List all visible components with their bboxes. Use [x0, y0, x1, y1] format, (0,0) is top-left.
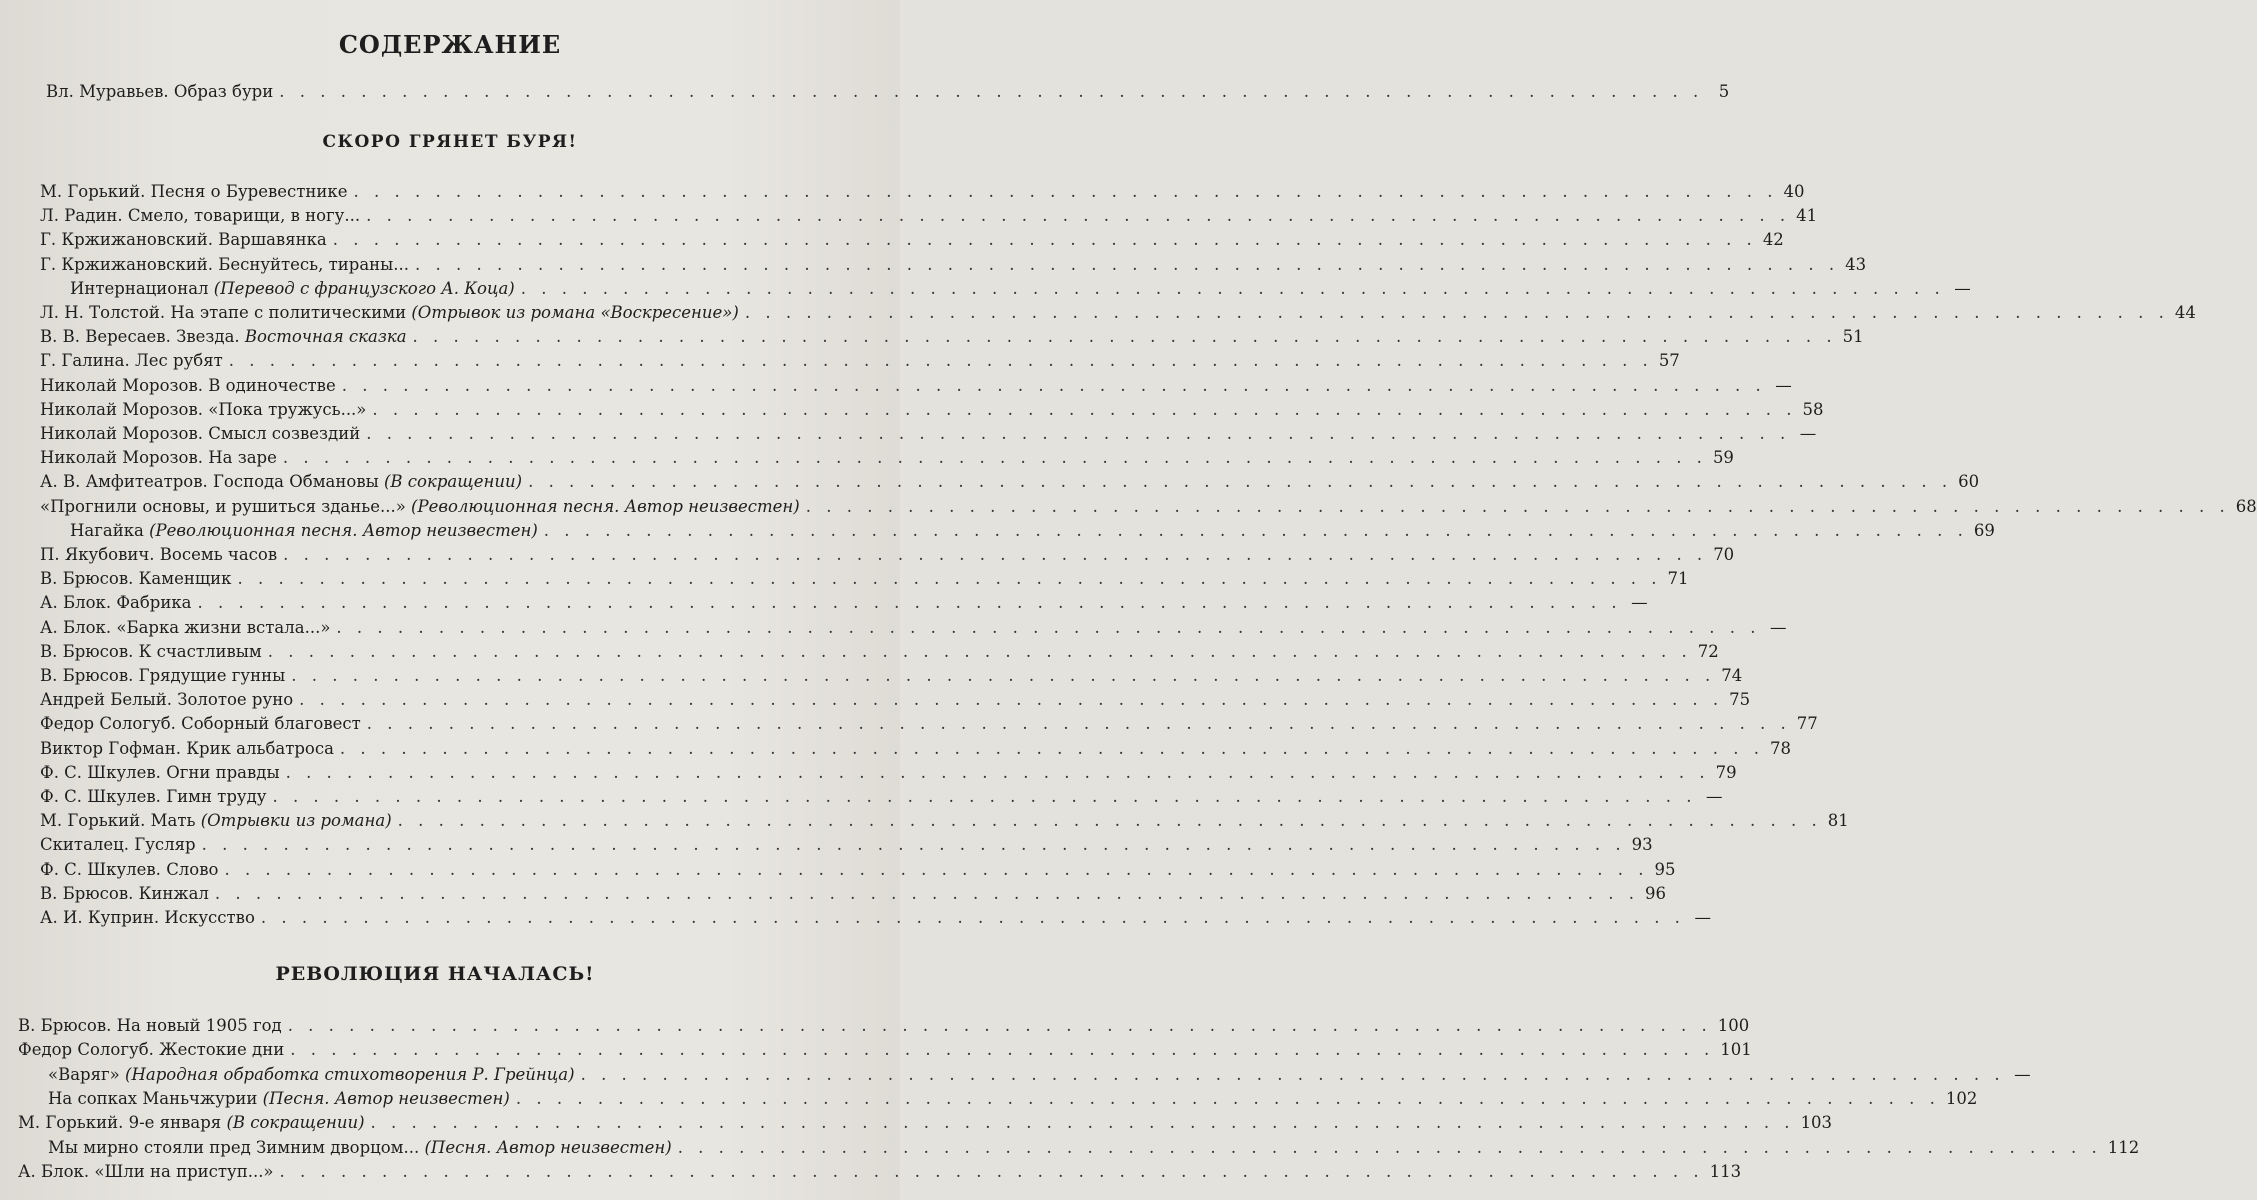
leader-dots: . . . . . . . . . . . . . . . . . . . . . . . . . . . . . . . . . . . . . . . . . . . . . . . . . . . . . . . . . . . . . . . . . . . . . .: [397, 811, 1822, 831]
entry-text: [18, 1016, 282, 1036]
entry-author: Николай Морозов.: [40, 424, 203, 443]
entry-text: [40, 376, 336, 396]
leader-dots: . . . . . . . . . . . . . . . . . . . . . . . . . . . . . . . . . . . . . . . . . . . . . . . . . . . . . . . . . . . . . . . . . . . . . .: [528, 472, 1953, 492]
entry-page-number: 69: [1973, 520, 1995, 540]
leader-dots: . . . . . . . . . . . . . . . . . . . . . . . . . . . . . . . . . . . . . . . . . . . . . . . . . . . . . . . . . . . . . . . . . . . . . .: [287, 1016, 1712, 1035]
entry-page-number: —: [1775, 375, 1792, 395]
entry-title: «Варяг»: [48, 1064, 120, 1084]
leader-dots: . . . . . . . . . . . . . . . . . . . . . . . . . . . . . . . . . . . . . . . . . . . . . . . . . . . . . . . . . . . . . . . . . . . . . .: [285, 762, 1710, 782]
entry-author: Николай Морозов.: [40, 375, 203, 395]
entry-title: Смело, товарищи, в ногу...: [127, 206, 361, 226]
leader-dots: . . . . . . . . . . . . . . . . . . . . . . . . . . . . . . . . . . . . . . . . . . . . . . . . . . . . . . . . . . . . . . . . . . . . . .: [366, 206, 1791, 226]
entry-text: [40, 303, 739, 323]
entry-note: Восточная сказка: [244, 327, 407, 347]
entry-text: [40, 884, 209, 904]
entry-title: Жестокие дни: [159, 1040, 285, 1060]
leader-dots: . . . . . . . . . . . . . . . . . . . . . . . . . . . . . . . . . . . . . . . . . . . . . . . . . . . . . . . . . . . . . . . . . . . . . .: [260, 908, 1685, 927]
entry-text: [18, 1162, 274, 1182]
entry-text: [40, 908, 255, 928]
toc-entry: [40, 787, 1723, 807]
entry-title: На сопках Маньчжурии: [48, 1088, 258, 1108]
toc-entry: [40, 908, 1711, 928]
toc-entry: [40, 762, 1737, 783]
toc-entry: [40, 254, 1867, 275]
entry-note: (Отрывок из романа «Воскресение»): [411, 303, 739, 322]
entry-author: Ф. С. Шкулев.: [40, 859, 161, 879]
toc-entry: [40, 182, 1805, 202]
entry-author: А. Блок.: [40, 593, 112, 613]
entry-author: М. Горький.: [40, 182, 146, 201]
entry-text: [40, 690, 293, 710]
leader-dots: . . . . . . . . . . . . . . . . . . . . . . . . . . . . . . . . . . . . . . . . . . . . . . . . . . . . . . . . . . . . . . . . . . . . . .: [366, 424, 1791, 443]
toc-entry: [70, 278, 1971, 299]
entry-text: [40, 424, 360, 444]
leader-dots: . . . . . . . . . . . . . . . . . . . . . . . . . . . . . . . . . . . . . . . . . . . . . . . . . . . . . . . . . . . . . . . . . . . . . .: [805, 496, 2230, 516]
leader-dots: . . . . . . . . . . . . . . . . . . . . . . . . . . . . . . . . . . . . . . . . . . . . . . . . . . . . . . . . . . . . . . . . . . . . . .: [744, 303, 2169, 322]
toc-entry: [40, 569, 1689, 589]
entry-text: [40, 206, 360, 226]
entry-author: Г. Кржижановский.: [40, 254, 213, 274]
entry-author: Г. Кржижановский.: [40, 230, 213, 250]
toc-entry: [48, 1064, 2031, 1085]
leader-dots: . . . . . . . . . . . . . . . . . . . . . . . . . . . . . . . . . . . . . . . . . . . . . . . . . . . . . . . . . . . . . . . . . . . . . .: [197, 593, 1622, 613]
leader-dots: . . . . . . . . . . . . . . . . . . . . . . . . . . . . . . . . . . . . . . . . . . . . . . . . . . . . . . . . . . . . . . . . . . . . . .: [332, 230, 1757, 250]
entry-page-number: 43: [1845, 254, 1867, 274]
entry-title: На этапе с политическими: [170, 303, 407, 322]
entry-page-number: 112: [2107, 1137, 2140, 1157]
entry-author: Г. Галина.: [40, 351, 130, 371]
leader-dots: . . . . . . . . . . . . . . . . . . . . . . . . . . . . . . . . . . . . . . . . . . . . . . . . . . . . . . . . . . . . . . . . . . . . . .: [520, 278, 1945, 298]
entry-title: Крик альбатроса: [186, 738, 334, 758]
toc-entry: [40, 883, 1666, 904]
entry-title: Лес рубят: [135, 351, 223, 371]
leader-dots: . . . . . . . . . . . . . . . . . . . . . . . . . . . . . . . . . . . . . . . . . . . . . . . . . . . . . . . . . . . . . . . . . . . . . .: [370, 1113, 1795, 1133]
entry-page-number: 74: [1721, 666, 1743, 685]
leader-dots: . . . . . . . . . . . . . . . . . . . . . . . . . . . . . . . . . . . . . . . . . . . . . . . . . . . . . . . . . . . . . . . . . . . . . .: [412, 327, 1837, 347]
entry-text: [40, 472, 522, 492]
toc-entry: [40, 811, 1849, 831]
leader-dots: . . . . . . . . . . . . . . . . . . . . . . . . . . . . . . . . . . . . . . . . . . . . . . . . . . . . . . . . . . . . . . . . . . . . . .: [415, 254, 1840, 274]
entry-text: [70, 279, 515, 299]
entry-author: Ф. С. Шкулев.: [40, 762, 161, 782]
toc-entry: [40, 399, 1824, 420]
leader-dots: . . . . . . . . . . . . . . . . . . . . . . . . . . . . . . . . . . . . . . . . . . . . . . . . . . . . . . . . . . . . . . . . . . . . . .: [543, 520, 1968, 540]
toc-entry: [40, 327, 1864, 347]
entry-page-number: 70: [1713, 545, 1735, 564]
entry-title: Огни правды: [166, 762, 280, 782]
entry-title: Звезда.: [176, 327, 240, 347]
toc-entry: [40, 206, 1818, 226]
entry-text: [40, 787, 266, 807]
leader-dots: . . . . . . . . . . . . . . . . . . . . . . . . . . . . . . . . . . . . . . . . . . . . . . . . . . . . . . . . . . . . . . . . . . . . . .: [290, 1040, 1715, 1060]
entry-author: В. В. Вересаев.: [40, 327, 171, 347]
toc-entry: [48, 1088, 1978, 1109]
entry-author: Федор Сологуб.: [18, 1040, 154, 1060]
entry-author: В. Брюсов.: [40, 641, 134, 661]
entry-page-number: 81: [1827, 811, 1849, 831]
entry-text: [40, 545, 277, 565]
entry-title: Мы мирно стояли пред Зимним дворцом...: [48, 1137, 420, 1157]
entry-title: Образ бури: [173, 82, 274, 101]
leader-dots: . . . . . . . . . . . . . . . . . . . . . . . . . . . . . . . . . . . . . . . . . . . . . . . . . . . . . . . . . . . . . . . . . . . . . .: [580, 1064, 2005, 1084]
entry-title: Восемь часов: [159, 545, 278, 564]
leader-dots: . . . . . . . . . . . . . . . . . . . . . . . . . . . . . . . . . . . . . . . . . . . . . . . . . . . . . . . . . . . . . . . . . . . . . .: [224, 859, 1649, 879]
entry-text: [40, 593, 192, 613]
leader-dots: . . . . . . . . . . . . . . . . . . . . . . . . . . . . . . . . . . . . . . . . . . . . . . . . . . . . . . . . . . . . . . . . . . . . . .: [339, 738, 1764, 758]
entry-page-number: 103: [1800, 1113, 1833, 1133]
entry-page-number: —: [1694, 908, 1711, 927]
entry-page-number: 72: [1697, 641, 1719, 661]
entry-title: Соборный благовест: [181, 714, 361, 734]
leader-dots: . . . . . . . . . . . . . . . . . . . . . . . . . . . . . . . . . . . . . . . . . . . . . . . . . . . . . . . . . . . . . . . . . . . . . .: [272, 787, 1697, 806]
entry-author: А. Блок.: [18, 1161, 90, 1181]
entry-page-number: 58: [1802, 399, 1824, 419]
leader-dots: . . . . . . . . . . . . . . . . . . . . . . . . . . . . . . . . . . . . . . . . . . . . . . . . . . . . . . . . . . . . . . . . . . . . . .: [279, 82, 1704, 101]
toc-entry: [40, 690, 1751, 710]
entry-title: Искусство: [164, 908, 255, 927]
entry-text: [40, 327, 407, 347]
entry-author: Вл. Муравьев.: [46, 82, 169, 101]
toc-entry: [18, 1161, 1742, 1182]
entry-text: [40, 400, 366, 420]
entry-author: В. Брюсов.: [40, 666, 134, 685]
entry-author: В. Брюсов.: [18, 1016, 112, 1035]
entry-author: Федор Сологуб.: [40, 714, 176, 734]
entry-page-number: 57: [1658, 351, 1680, 371]
entry-page-number: 113: [1709, 1161, 1742, 1181]
entry-page-number: 68: [2235, 496, 2257, 516]
entry-author: А. В. Амфитеатров.: [40, 472, 208, 492]
entry-page-number: 71: [1667, 569, 1689, 589]
entry-page-number: 101: [1720, 1040, 1752, 1060]
leader-dots: . . . . . . . . . . . . . . . . . . . . . . . . . . . . . . . . . . . . . . . . . . . . . . . . . . . . . . . . . . . . . . . . . . . . . .: [237, 569, 1662, 589]
entry-title: К счастливым: [138, 641, 262, 661]
entry-author: Л. Н. Толстой.: [40, 303, 166, 322]
leader-dots: . . . . . . . . . . . . . . . . . . . . . . . . . . . . . . . . . . . . . . . . . . . . . . . . . . . . . . . . . . . . . . . . . . . . . .: [279, 1161, 1704, 1181]
entry-page-number: 41: [1796, 206, 1818, 226]
entry-page-number: 77: [1796, 714, 1818, 734]
entry-page-number: 79: [1715, 762, 1737, 782]
entry-text: [40, 763, 280, 783]
entry-page-number: 93: [1631, 835, 1653, 855]
leader-dots: . . . . . . . . . . . . . . . . . . . . . . . . . . . . . . . . . . . . . . . . . . . . . . . . . . . . . . . . . . . . . . . . . . . . . .: [515, 1088, 1940, 1108]
entry-title: «Барка жизни встала...»: [116, 617, 331, 637]
entry-title: 9-е января: [128, 1113, 222, 1133]
entry-page-number: —: [1799, 424, 1817, 443]
leader-dots: . . . . . . . . . . . . . . . . . . . . . . . . . . . . . . . . . . . . . . . . . . . . . . . . . . . . . . . . . . . . . . . . . . . . . .: [372, 399, 1797, 419]
toc-entry: [40, 617, 1787, 638]
leader-dots: . . . . . . . . . . . . . . . . . . . . . . . . . . . . . . . . . . . . . . . . . . . . . . . . . . . . . . . . . . . . . . . . . . . . . .: [353, 182, 1778, 201]
entry-page-number: —: [2014, 1064, 2031, 1084]
entry-title: Смысл созвездий: [208, 424, 361, 443]
toc-entry: [40, 714, 1818, 734]
leader-dots: . . . . . . . . . . . . . . . . . . . . . . . . . . . . . . . . . . . . . . . . . . . . . . . . . . . . . . . . . . . . . . . . . . . . . .: [201, 835, 1626, 855]
toc-entry: [40, 472, 1980, 492]
entry-note: (Перевод с французского А. Коца): [213, 278, 515, 298]
entry-note: (Революционная песня. Автор неизвестен): [149, 520, 538, 540]
entry-text: [40, 666, 285, 686]
entry-note: (Песня. Автор неизвестен): [262, 1088, 510, 1108]
entry-author: Ф. С. Шкулев.: [40, 787, 161, 806]
entry-title: Нагайка: [70, 520, 144, 540]
leader-dots: . . . . . . . . . . . . . . . . . . . . . . . . . . . . . . . . . . . . . . . . . . . . . . . . . . . . . . . . . . . . . . . . . . . . . .: [267, 641, 1692, 661]
toc-entry: [40, 230, 1784, 250]
entry-author: П. Якубович.: [40, 545, 155, 564]
toc-entry-intro: [46, 82, 1730, 102]
toc-entry: [40, 545, 1735, 565]
leader-dots: . . . . . . . . . . . . . . . . . . . . . . . . . . . . . . . . . . . . . . . . . . . . . . . . . . . . . . . . . . . . . . . . . . . . . .: [228, 351, 1653, 371]
toc-entry: [40, 666, 1743, 686]
entry-note: (Отрывки из романа): [200, 811, 392, 831]
entry-page-number: 59: [1712, 448, 1734, 468]
toc-entry: [70, 520, 1995, 541]
entry-text: [40, 618, 330, 638]
leader-dots: . . . . . . . . . . . . . . . . . . . . . . . . . . . . . . . . . . . . . . . . . . . . . . . . . . . . . . . . . . . . . . . . . . . . . .: [299, 690, 1724, 710]
entry-note: (В сокращении): [384, 472, 523, 492]
entry-text: [40, 642, 262, 662]
entry-title: На заре: [208, 448, 277, 468]
toc-entry: [18, 1040, 1752, 1060]
entry-text: [40, 351, 223, 371]
entry-page-number: 40: [1783, 182, 1805, 201]
toc-entry: [40, 424, 1817, 444]
entry-text: [46, 82, 273, 102]
entry-text: [18, 1113, 365, 1133]
entry-title: Беснуйтесь, тираны...: [218, 254, 410, 274]
entry-title: Золотое руно: [177, 690, 294, 710]
toc-entry: [40, 641, 1719, 662]
entry-page-number: —: [1631, 593, 1648, 613]
entry-page-number: 95: [1654, 859, 1676, 879]
toc-entry: [40, 593, 1648, 613]
page-title: СОДЕРЖАНИЕ: [338, 30, 562, 59]
entry-page-number: 78: [1769, 738, 1791, 758]
toc-entry: [40, 859, 1676, 880]
toc-entry: [18, 1113, 1833, 1133]
leader-dots: . . . . . . . . . . . . . . . . . . . . . . . . . . . . . . . . . . . . . . . . . . . . . . . . . . . . . . . . . . . . . . . . . . . . . .: [291, 666, 1716, 685]
entry-title: Фабрика: [116, 593, 192, 613]
entry-text: [40, 448, 277, 468]
entry-page-number: —: [1769, 617, 1787, 637]
section-heading-2: РЕВОЛЮЦИЯ НАЧАЛАСЬ!: [275, 963, 595, 985]
entry-text: [40, 739, 334, 759]
toc-entry: [40, 448, 1734, 468]
entry-author: М. Горький.: [18, 1113, 124, 1133]
entry-title: «Пока тружусь...»: [208, 399, 367, 419]
entry-title: «Прогнили основы, и рушиться зданье...»: [40, 496, 406, 516]
toc-entry: [18, 1016, 1750, 1036]
entry-author: В. Брюсов.: [40, 569, 134, 589]
entry-page-number: —: [1954, 278, 1971, 298]
toc-entry: [48, 1137, 2140, 1158]
entry-title: Мать: [150, 811, 196, 831]
entry-title: Гусляр: [134, 835, 196, 855]
entry-text: [40, 835, 196, 855]
entry-note: (Революционная песня. Автор неизвестен): [411, 496, 800, 516]
entry-text: [48, 1065, 575, 1085]
entry-page-number: —: [1706, 787, 1723, 806]
entry-title: Гимн труду: [166, 787, 267, 806]
entry-author: Скиталец.: [40, 835, 130, 855]
entry-text: [18, 1040, 284, 1060]
entry-page-number: 96: [1644, 883, 1666, 903]
entry-title: На новый 1905 год: [116, 1016, 282, 1035]
entry-title: Песня о Буревестнике: [150, 182, 348, 201]
entry-author: А. Блок.: [40, 617, 112, 637]
toc-entry: [40, 375, 1792, 396]
leader-dots: . . . . . . . . . . . . . . . . . . . . . . . . . . . . . . . . . . . . . . . . . . . . . . . . . . . . . . . . . . . . . . . . . . . . . .: [336, 617, 1761, 637]
entry-page-number: 44: [2174, 303, 2196, 322]
entry-text: [40, 714, 361, 734]
entry-author: М. Горький.: [40, 811, 146, 831]
entry-page-number: 102: [1945, 1088, 1978, 1108]
entry-title: Слово: [166, 859, 219, 879]
entry-title: Кинжал: [138, 883, 209, 903]
entry-author: Виктор Гофман.: [40, 738, 181, 758]
entry-page-number: 51: [1842, 327, 1864, 347]
entry-text: [70, 521, 538, 541]
entry-author: Николай Морозов.: [40, 448, 203, 468]
leader-dots: . . . . . . . . . . . . . . . . . . . . . . . . . . . . . . . . . . . . . . . . . . . . . . . . . . . . . . . . . . . . . . . . . . . . . .: [214, 883, 1639, 903]
entry-text: [40, 182, 347, 202]
entry-title: Варшавянка: [218, 230, 327, 250]
entry-page-number: 60: [1958, 472, 1980, 492]
entry-title: Господа Обмановы: [212, 472, 379, 492]
entry-text: [40, 497, 800, 517]
toc-entry: [40, 496, 2257, 517]
entry-title: В одиночестве: [208, 375, 336, 395]
entry-title: Каменщик: [138, 569, 232, 589]
leader-dots: . . . . . . . . . . . . . . . . . . . . . . . . . . . . . . . . . . . . . . . . . . . . . . . . . . . . . . . . . . . . . . . . . . . . . .: [283, 545, 1708, 564]
toc-entry: [40, 303, 2196, 323]
entry-title: Грядущие гунны: [138, 666, 286, 685]
entry-text: [48, 1138, 672, 1158]
entry-text: [40, 230, 327, 250]
entry-text: [40, 569, 232, 589]
toc-entry: [40, 835, 1653, 855]
leader-dots: . . . . . . . . . . . . . . . . . . . . . . . . . . . . . . . . . . . . . . . . . . . . . . . . . . . . . . . . . . . . . . . . . . . . . .: [282, 448, 1707, 468]
entry-title: «Шли на приступ...»: [94, 1161, 274, 1181]
leader-dots: . . . . . . . . . . . . . . . . . . . . . . . . . . . . . . . . . . . . . . . . . . . . . . . . . . . . . . . . . . . . . . . . . . . . . .: [677, 1137, 2102, 1157]
entry-title: Интернационал: [70, 278, 209, 298]
entry-page-number: 5: [1718, 82, 1730, 101]
entry-text: [48, 1089, 510, 1109]
entry-author: Л. Радин.: [40, 206, 123, 226]
entry-note: (Народная обработка стихотворения Р. Грейнца): [125, 1064, 575, 1084]
toc-entry: [40, 738, 1791, 759]
entry-note: (Песня. Автор неизвестен): [424, 1137, 672, 1157]
entry-author: Николай Морозов.: [40, 399, 203, 419]
entry-text: [40, 811, 392, 831]
entry-note: (В сокращении): [226, 1113, 365, 1133]
entry-text: [40, 860, 218, 880]
entry-page-number: 75: [1729, 690, 1751, 710]
toc-entry: [40, 351, 1680, 371]
entry-page-number: 100: [1717, 1016, 1750, 1035]
leader-dots: . . . . . . . . . . . . . . . . . . . . . . . . . . . . . . . . . . . . . . . . . . . . . . . . . . . . . . . . . . . . . . . . . . . . . .: [341, 375, 1766, 395]
entry-author: А. И. Куприн.: [40, 908, 160, 927]
entry-author: Андрей Белый.: [40, 690, 172, 710]
section-heading-1: СКОРО ГРЯНЕТ БУРЯ!: [322, 132, 578, 152]
leader-dots: . . . . . . . . . . . . . . . . . . . . . . . . . . . . . . . . . . . . . . . . . . . . . . . . . . . . . . . . . . . . . . . . . . . . . .: [366, 714, 1791, 734]
entry-author: В. Брюсов.: [40, 883, 134, 903]
entry-text: [40, 255, 409, 275]
entry-page-number: 42: [1762, 230, 1784, 250]
